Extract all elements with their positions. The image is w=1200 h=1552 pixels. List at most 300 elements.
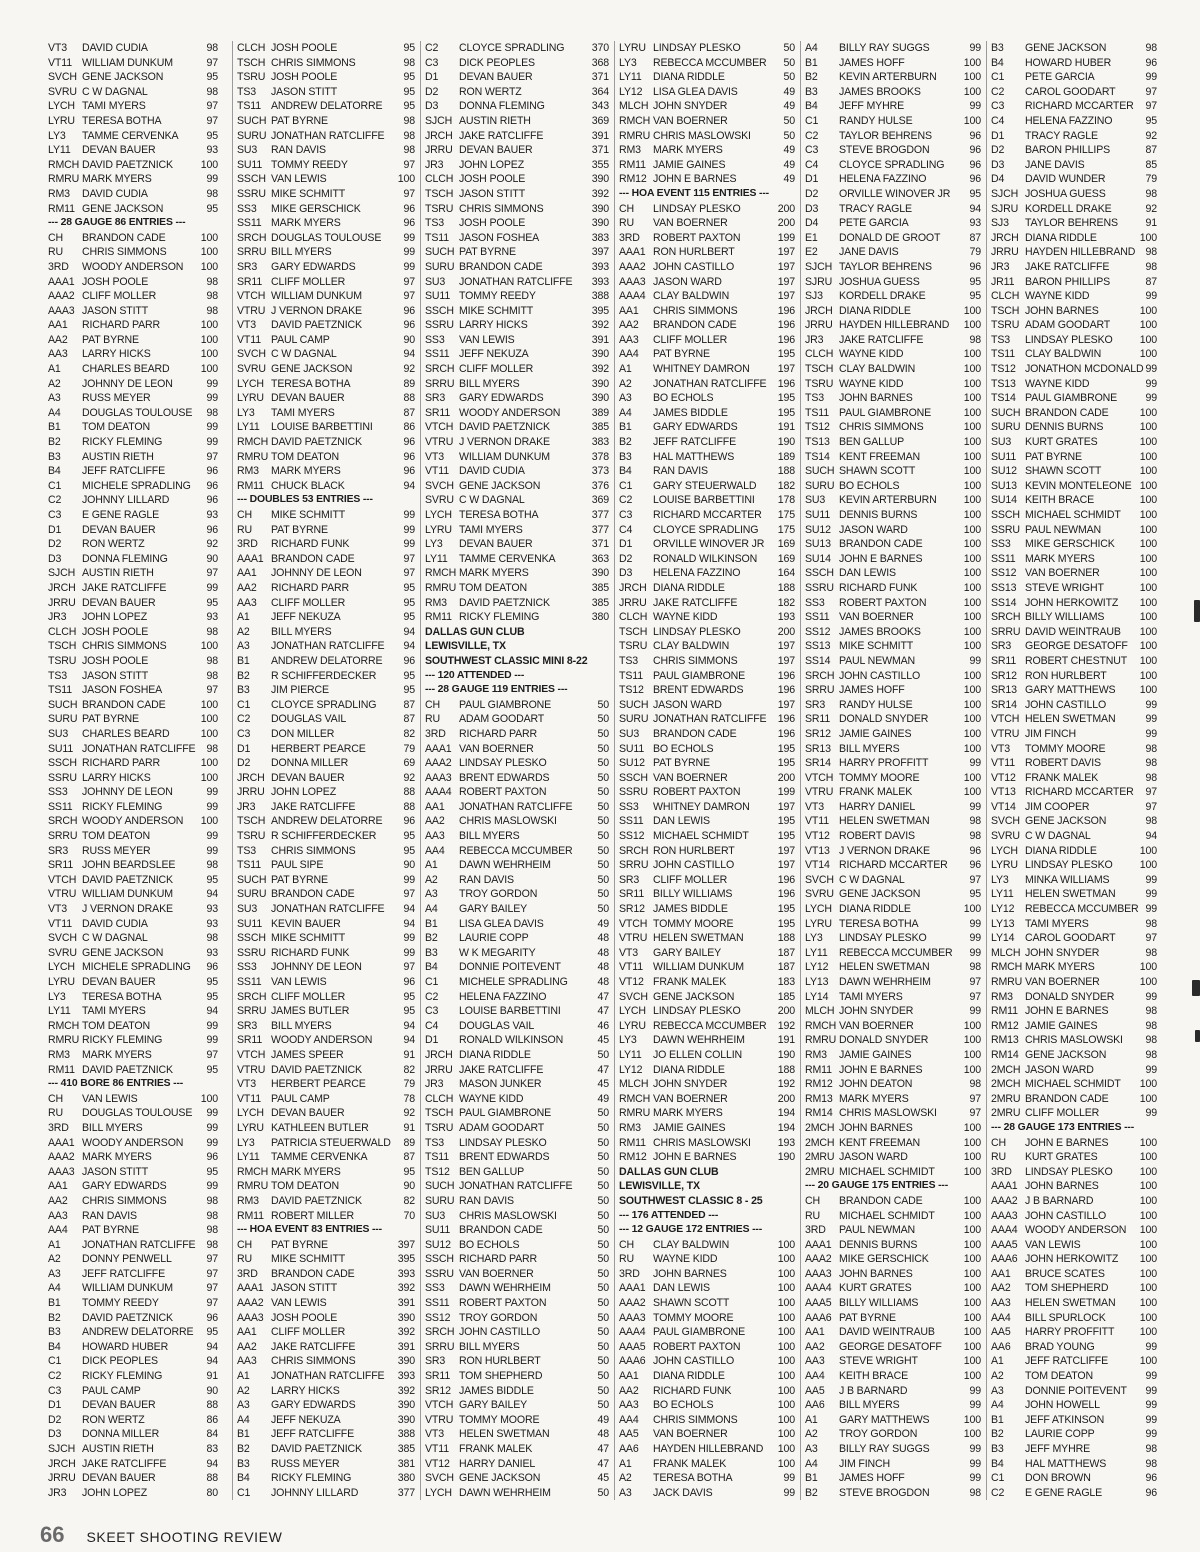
class-code: SU11 [48, 742, 74, 755]
class-code: AAA2 [805, 1253, 832, 1266]
result-row [421, 946, 615, 961]
score: 100 [777, 1267, 795, 1280]
score: 390 [397, 1311, 415, 1324]
result-row [421, 960, 615, 975]
class-code: SSCH [425, 1253, 454, 1266]
score: 50 [783, 71, 795, 84]
score: 390 [397, 1413, 415, 1426]
shooter-name: TRACY RAGLE [1025, 129, 1098, 142]
result-row [987, 712, 1163, 727]
shooter-name: JOSH POOLE [82, 654, 149, 667]
score: 93 [206, 611, 218, 624]
result-row [421, 435, 615, 450]
shoot-heading: DALLAS GUN CLUB [425, 625, 525, 638]
class-code: SR12 [805, 727, 831, 740]
class-code: JRRU [425, 1063, 453, 1076]
class-code: RMCH [619, 1092, 651, 1105]
score: 390 [591, 217, 609, 230]
result-row [44, 391, 224, 406]
shooter-name: PAUL NEWMAN [839, 1224, 916, 1237]
result-row [615, 960, 801, 975]
score: 97 [969, 873, 981, 886]
shooter-name: PAUL CAMP [271, 1092, 330, 1105]
shooter-name: DONNA FLEMING [82, 552, 168, 565]
shooter-name: CHRIS SIMMONS [271, 844, 356, 857]
shooter-name: PAT BYRNE [82, 1224, 139, 1237]
shooter-name: DEVAN BAUER [271, 392, 345, 405]
result-row [987, 1063, 1163, 1078]
class-code: AAA3 [805, 1267, 832, 1280]
result-row [421, 202, 615, 217]
score: 200 [777, 1092, 795, 1105]
class-code: AA1 [991, 1267, 1011, 1280]
shooter-name: LINDSAY PLESKO [839, 932, 927, 945]
shooter-name: JONATHAN RATCLIFFE [653, 713, 767, 726]
class-code: B3 [991, 1443, 1004, 1455]
class-code: SR3 [805, 698, 826, 711]
result-row [421, 333, 615, 348]
result-row [801, 1427, 987, 1442]
score: 95 [206, 990, 218, 1003]
class-code: C1 [619, 479, 633, 492]
result-row [801, 362, 987, 377]
class-code: RM11 [237, 479, 264, 492]
result-row [233, 829, 421, 844]
shooter-name: J VERNON DRAKE [271, 304, 362, 317]
score: 95 [969, 888, 981, 901]
score: 82 [403, 727, 415, 740]
class-code: VT11 [48, 56, 72, 69]
shooter-name: GENE JACKSON [82, 71, 164, 84]
class-code: AA4 [991, 1311, 1011, 1324]
result-row [44, 523, 224, 538]
shooter-name: JAKE RATCLIFFE [82, 1457, 167, 1470]
result-row [233, 800, 421, 815]
result-row [987, 420, 1163, 435]
results-column [44, 41, 224, 1500]
score: 50 [597, 800, 609, 813]
score: 383 [591, 436, 609, 449]
class-code: C2 [991, 1486, 1005, 1499]
shooter-name: WAYNE KIDD [1025, 377, 1090, 390]
class-code: LYRU [48, 114, 75, 127]
shooter-name: JOHN SNYDER [653, 100, 728, 113]
class-code: CH [237, 509, 253, 521]
result-row [801, 698, 987, 713]
result-row [233, 654, 421, 669]
class-code: SS3 [425, 1282, 445, 1295]
class-code: C1 [237, 698, 251, 711]
shooter-name: JAKE RATCLIFFE [82, 581, 167, 594]
result-row [615, 523, 801, 538]
score: 100 [963, 377, 981, 390]
class-code: TSCH [991, 304, 1020, 317]
result-row [615, 814, 801, 829]
class-code: JR3 [48, 611, 67, 624]
result-row [615, 990, 801, 1005]
shooter-name: SHAWN SCOTT [1025, 465, 1102, 478]
class-code: A4 [991, 1399, 1004, 1412]
class-code: B4 [425, 961, 438, 974]
shooter-name: JOHN SNYDER [839, 1005, 914, 1018]
shooter-name: E GENE RAGLE [82, 509, 160, 521]
result-row [233, 1063, 421, 1078]
score: 100 [200, 815, 218, 828]
class-code: LYRU [805, 917, 832, 930]
class-code: A4 [619, 406, 632, 419]
score: 87 [1145, 144, 1157, 157]
shooter-name: MARK MYERS [1025, 552, 1095, 565]
result-row [615, 202, 801, 217]
score: 377 [397, 1486, 415, 1499]
score: 100 [1139, 319, 1157, 332]
shooter-name: DOUGLAS TOULOUSE [82, 1107, 193, 1120]
score: 99 [403, 946, 415, 959]
class-code: SU13 [805, 538, 831, 551]
class-code: AA4 [619, 348, 639, 361]
shooter-name: FRANK MALEK [839, 786, 913, 799]
score: 97 [1145, 800, 1157, 813]
result-row [615, 318, 801, 333]
class-code: AA1 [48, 1180, 68, 1193]
result-row [233, 114, 421, 129]
shooter-name: MARK MYERS [82, 1048, 152, 1061]
shooter-name: JEFF MYHRE [1025, 1443, 1091, 1455]
class-code: SURU [991, 421, 1021, 434]
shooter-name: TAYLOR BEHRENS [1025, 217, 1118, 230]
score: 87 [403, 713, 415, 726]
class-code: B2 [237, 1443, 250, 1455]
class-code: VTCH [991, 713, 1020, 726]
result-row [44, 1267, 224, 1282]
result-row [615, 333, 801, 348]
shooter-name: DONNA MILLER [271, 757, 349, 770]
score: 100 [1139, 1224, 1157, 1237]
shooter-name: JOSH POOLE [459, 217, 526, 230]
score: 79 [969, 246, 981, 259]
score: 100 [963, 392, 981, 405]
event-header: --- 28 GAUGE 86 ENTRIES --- [48, 217, 186, 229]
shooter-name: WILLIAM DUNKUM [271, 290, 362, 303]
result-row [987, 289, 1163, 304]
shooter-name: TOMMY REEDY [82, 1297, 159, 1310]
shooter-name: DEVAN BAUER [82, 1472, 156, 1485]
score: 82 [403, 1063, 415, 1076]
score: 70 [403, 1209, 415, 1222]
shooter-name: TROY GORDON [459, 1311, 538, 1324]
shooter-name: DOUGLAS VAIL [271, 713, 347, 726]
score: 99 [206, 581, 218, 594]
score: 99 [1145, 727, 1157, 740]
class-code: AA6 [619, 1443, 639, 1455]
class-code: AAA1 [619, 246, 646, 259]
class-code: A4 [48, 406, 61, 419]
shooter-name: JOHN SNYDER [653, 1078, 728, 1091]
result-row [987, 1136, 1163, 1151]
shooter-name: TOMMY REEDY [271, 158, 348, 171]
shooter-name: DAVID WEINTRAUB [839, 1326, 935, 1339]
result-row [615, 391, 801, 406]
score: 96 [206, 1151, 218, 1164]
result-row [233, 377, 421, 392]
result-row [44, 566, 224, 581]
shooter-name: BRANDON CADE [459, 260, 543, 273]
shooter-name: MINKA WILLIAMS [1025, 873, 1110, 886]
shooter-name: JOHN E BARNES [839, 552, 923, 565]
shooter-name: JEFF NEKUZA [271, 1413, 341, 1426]
result-row [987, 844, 1163, 859]
class-code: B4 [237, 1472, 250, 1485]
result-row [615, 304, 801, 319]
shooter-name: WHITNEY DAMRON [653, 800, 750, 813]
result-row [987, 902, 1163, 917]
shooter-name: DAVID CUDIA [82, 187, 148, 200]
score: 83 [206, 1443, 218, 1455]
shooter-name: VAN LEWIS [459, 333, 515, 346]
class-code: LYCH [48, 961, 75, 974]
class-code: A1 [48, 1238, 61, 1251]
score: 94 [206, 1457, 218, 1470]
score: 99 [1145, 363, 1157, 376]
shooter-name: RON WERTZ [82, 538, 145, 551]
shooter-name: GENE JACKSON [82, 946, 164, 959]
class-code: LY3 [237, 406, 255, 419]
shooter-name: GENE JACKSON [653, 990, 735, 1003]
class-code: SUCH [48, 698, 78, 711]
score: 100 [963, 669, 981, 682]
result-row [421, 1281, 615, 1296]
result-row [233, 946, 421, 961]
score: 93 [206, 903, 218, 916]
result-row [801, 756, 987, 771]
score: 100 [963, 1282, 981, 1295]
class-code: RM3 [425, 596, 447, 609]
result-row [801, 1165, 987, 1180]
class-code: AA2 [48, 1194, 68, 1207]
shooter-name: GARY EDWARDS [271, 1399, 356, 1412]
class-code: RM12 [619, 1151, 647, 1164]
score: 98 [969, 815, 981, 828]
class-code: VTCH [237, 290, 266, 303]
class-code: AA4 [48, 1224, 68, 1237]
result-row [801, 902, 987, 917]
shooter-name: DOUGLAS TOULOUSE [82, 406, 193, 419]
page-edge-mark [1195, 1030, 1200, 1042]
score: 392 [591, 319, 609, 332]
result-row [615, 158, 801, 173]
result-row [615, 1354, 801, 1369]
class-code: AAA2 [237, 1297, 264, 1310]
score: 50 [597, 844, 609, 857]
result-row [615, 1369, 801, 1384]
shooter-name: C W DAGNAL [82, 85, 148, 98]
class-code: D1 [805, 173, 819, 186]
class-code: SR3 [619, 873, 640, 886]
result-row [233, 347, 421, 362]
shooter-name: JEFF ATKINSON [1025, 1413, 1105, 1426]
score: 100 [1139, 509, 1157, 521]
result-row [801, 800, 987, 815]
class-code: D3 [619, 567, 633, 580]
class-code: TS11 [237, 859, 261, 872]
shooter-name: BILLY RAY SUGGS [839, 1443, 930, 1455]
class-code: JR3 [805, 333, 824, 346]
class-code: SRRU [425, 377, 455, 390]
result-row [987, 99, 1163, 114]
result-row [615, 1427, 801, 1442]
result-row [233, 960, 421, 975]
class-code: RM13 [805, 1092, 833, 1105]
score: 393 [591, 275, 609, 288]
shooter-name: CHRIS MASLOWSKI [839, 1107, 937, 1120]
result-row [44, 450, 224, 465]
shooter-name: TERESA BOTHA [459, 509, 539, 521]
class-code: B3 [805, 85, 818, 98]
result-row [615, 742, 801, 757]
result-row [233, 260, 421, 275]
result-row [615, 1325, 801, 1340]
result-row [615, 231, 801, 246]
score: 363 [591, 552, 609, 565]
class-code: SVCH [48, 932, 77, 945]
score: 392 [397, 1384, 415, 1397]
shooter-name: JOSH POOLE [271, 1311, 338, 1324]
score: 99 [969, 800, 981, 813]
result-row [801, 420, 987, 435]
shooter-name: DAVID PAETZNICK [271, 436, 362, 449]
score: 99 [403, 932, 415, 945]
result-row [44, 771, 224, 786]
shooter-name: JOHN LOPEZ [271, 786, 337, 799]
result-row [987, 990, 1163, 1005]
result-row [615, 698, 801, 713]
class-code: SUCH [425, 246, 455, 259]
score: 100 [963, 1063, 981, 1076]
result-row [44, 727, 224, 742]
result-row [421, 1179, 615, 1194]
score: 196 [777, 888, 795, 901]
class-code: B3 [48, 450, 61, 463]
class-code: B1 [805, 1472, 818, 1485]
shooter-name: JASON WARD [653, 698, 722, 711]
shooter-name: LISA GLEA DAVIS [653, 85, 738, 98]
result-row [801, 596, 987, 611]
class-code: SSCH [48, 757, 77, 770]
shooter-name: DEVAN BAUER [459, 71, 533, 84]
result-row [233, 975, 421, 990]
result-row [233, 70, 421, 85]
class-code: VT3 [425, 1428, 444, 1441]
result-row [421, 800, 615, 815]
result-row [44, 756, 224, 771]
score: 96 [403, 217, 415, 230]
result-row [233, 844, 421, 859]
shooter-name: JAMES BUTLER [271, 1005, 350, 1018]
score: 100 [963, 1267, 981, 1280]
result-row [987, 114, 1163, 129]
result-row [233, 245, 421, 260]
score: 97 [1145, 85, 1157, 98]
class-code: AA5 [619, 1428, 639, 1441]
class-code: RU [237, 1253, 253, 1266]
class-code: AA1 [237, 1326, 257, 1339]
score: 192 [777, 1078, 795, 1091]
result-row [801, 1457, 987, 1472]
result-row [801, 975, 987, 990]
result-row [233, 1281, 421, 1296]
class-code: SRRU [237, 1005, 267, 1018]
shooter-name: VAN BOERNER [653, 1092, 728, 1105]
class-code: A2 [425, 873, 438, 886]
class-code: LY3 [237, 1136, 255, 1149]
class-code: AAA3 [237, 1311, 264, 1324]
score: 100 [963, 640, 981, 653]
shooter-name: AUSTIN RIETH [459, 114, 531, 127]
result-row [615, 1471, 801, 1486]
shooter-name: DAVID CUDIA [82, 917, 148, 930]
score: 99 [1145, 1384, 1157, 1397]
score: 96 [403, 976, 415, 988]
class-code: C4 [425, 1019, 439, 1032]
class-code: SU12 [425, 1238, 451, 1251]
result-row [44, 56, 224, 71]
shooter-name: WHITNEY DAMRON [653, 363, 750, 376]
shooter-name: KENT FREEMAN [839, 450, 920, 463]
score: 97 [403, 552, 415, 565]
score: 91 [403, 1121, 415, 1134]
shooter-name: HOWARD HUBER [1025, 56, 1112, 69]
shooter-name: ADAM GOODART [459, 713, 545, 726]
result-row [233, 1354, 421, 1369]
class-code: B3 [991, 42, 1004, 54]
shooter-name: JONATHAN RATCLIFFE [653, 377, 767, 390]
results-column [232, 41, 421, 1500]
score: 200 [777, 771, 795, 784]
shooter-name: JEFF MYHRE [839, 100, 905, 113]
class-code: C3 [425, 56, 439, 69]
shooter-name: MARK MYERS [82, 173, 152, 186]
result-row [44, 858, 224, 873]
shooter-name: JASON WARD [1025, 1063, 1094, 1076]
class-code: A1 [48, 363, 61, 376]
page-edge-mark [1192, 980, 1200, 996]
shooter-name: DONNA FLEMING [459, 100, 545, 113]
result-row [421, 902, 615, 917]
result-row [44, 698, 224, 713]
score: 98 [1145, 260, 1157, 273]
class-code: A2 [237, 625, 250, 638]
class-code: 2MRU [991, 1092, 1021, 1105]
score: 50 [597, 1340, 609, 1353]
result-row [615, 362, 801, 377]
class-code: VT12 [425, 1457, 450, 1470]
shooter-name: TERESA BOTHA [653, 1472, 733, 1485]
result-row [233, 1311, 421, 1326]
shooter-name: JOHN CASTILLO [839, 669, 921, 682]
shooter-name: MIKE SCHMITT [459, 304, 534, 317]
shooter-name: CLAY BALDWIN [839, 363, 916, 376]
score: 48 [597, 932, 609, 945]
shooter-name: JAMIE GAINES [839, 1048, 912, 1061]
result-row [987, 1223, 1163, 1238]
shooter-name: FRANK MALEK [1025, 771, 1099, 784]
score: 100 [963, 1121, 981, 1134]
shooter-name: KURT GRATES [1025, 436, 1098, 449]
class-code: TS12 [425, 1165, 450, 1178]
class-code: TSRU [619, 640, 648, 653]
score: 48 [597, 961, 609, 974]
result-row [615, 347, 801, 362]
